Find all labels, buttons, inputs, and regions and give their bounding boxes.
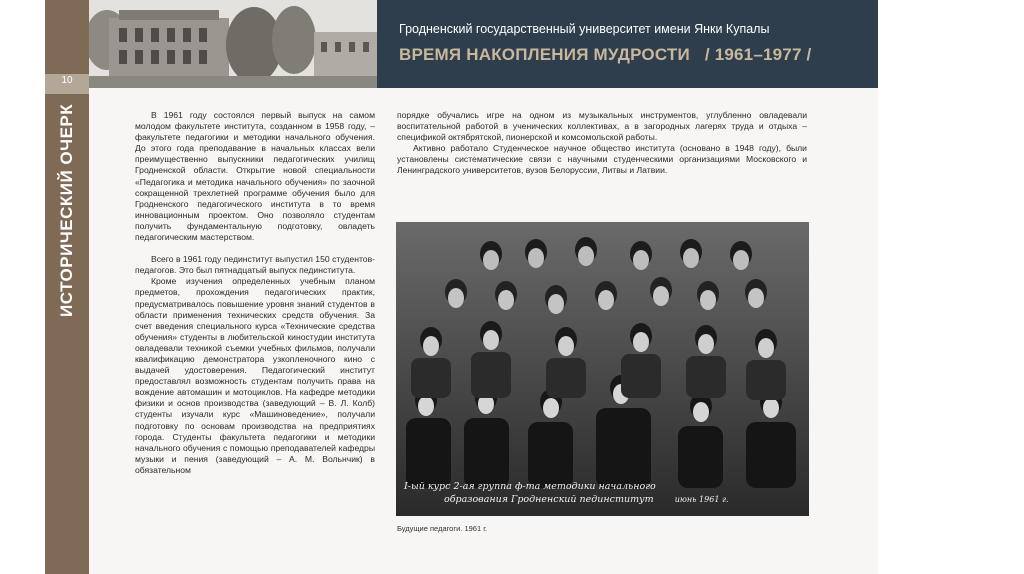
inscription-line xyxy=(404,493,799,506)
paragraph: Всего в 1961 году пединститут выпустил 150 студентов-педагогов. Это был пятнадцатый выпуск пединститута. xyxy=(135,254,375,276)
era-title xyxy=(399,45,869,65)
right-text-column xyxy=(397,110,807,177)
header-band xyxy=(377,0,878,88)
page-number: 10 xyxy=(61,75,73,86)
inscription-text: образования Гродненский пединститут xyxy=(444,494,654,505)
era-title-text: ВРЕМЯ НАКОПЛЕНИЯ МУДРОСТИ xyxy=(399,45,690,64)
inscription-line: I-ый курс 2-ая группа ф-та методики начального xyxy=(404,481,656,492)
photo-inscription xyxy=(404,480,799,506)
group-photo xyxy=(396,222,809,516)
paragraph: Активно работало Студенческое научное общество института (основано в 1948 году), были установлены систематические связи с научными студенческими организациями Московского и Ленинградского университетов, вузов Белоруссии, Литвы и Латвии. xyxy=(397,143,807,176)
inscription-date: июнь 1961 г. xyxy=(674,495,729,504)
university-title: Гродненский государственный университет имени Янки Купалы xyxy=(399,22,770,36)
photo-caption: Будущие педагоги. 1961 г. xyxy=(397,524,488,533)
left-text-column xyxy=(135,110,375,476)
paragraph: Кроме изучения определенных учебным планом предметов, прохождения педагогических практик, предусматривалось повышение уровня знаний студентов в области применения технических средств обучения. За счет введения специального курса «Технические средства обучения» студенты в любительской киностудии института овладевали техникой съемки учебных фильмов, получали квалификацию демонстратора узкопленочного кино с выдачей удостоверения. Педагогический институт предоставлял возможность студентам получить права на вождение автомашин и мотоциклов. На кафедре методики физики и основ производства (заведующий – В. Л. Колб) студенты изучали курс «Машиноведение», получали подготовку по основам производства на предприятиях города. Студенты факультета педагогики и методики начального обучения с помощью преподавателей кафедры музыки и пения (заведующий – А. М. Вольнчик) в обязательном xyxy=(135,276,375,475)
paragraph: В 1961 году состоялся первый выпуск на самом молодом факультете института, созданном в 1958 году, – факультете педагогики и методики начального обучения. До этого года преподавание в начальных классах вели преимущественно выпускники педагогических училищ Гродненской области. Открытие новой специальности «Педагогика и методика начального обучения» по заочной сокращенной трехлетней программе обучения было для Гродненского педагогического института в то время инновационным проектом. Оно позволяло студентам получить фундаментальную подготовку, овладеть педагогическим мастерством. xyxy=(135,110,375,243)
header-building-photo xyxy=(89,0,377,88)
section-vertical-title: ИСТОРИЧЕСКИЙ ОЧЕРК xyxy=(57,103,76,318)
paragraph: порядке обучались игре на одном из музыкальных инструментов, углубленно овладевали воспитательной работой в ученических коллективах, а в загородных лагерях труда и отдыха – спецификой октябрятской, пионерской и комсомольской работы. xyxy=(397,110,807,143)
era-years: / 1961–1977 / xyxy=(704,45,812,64)
